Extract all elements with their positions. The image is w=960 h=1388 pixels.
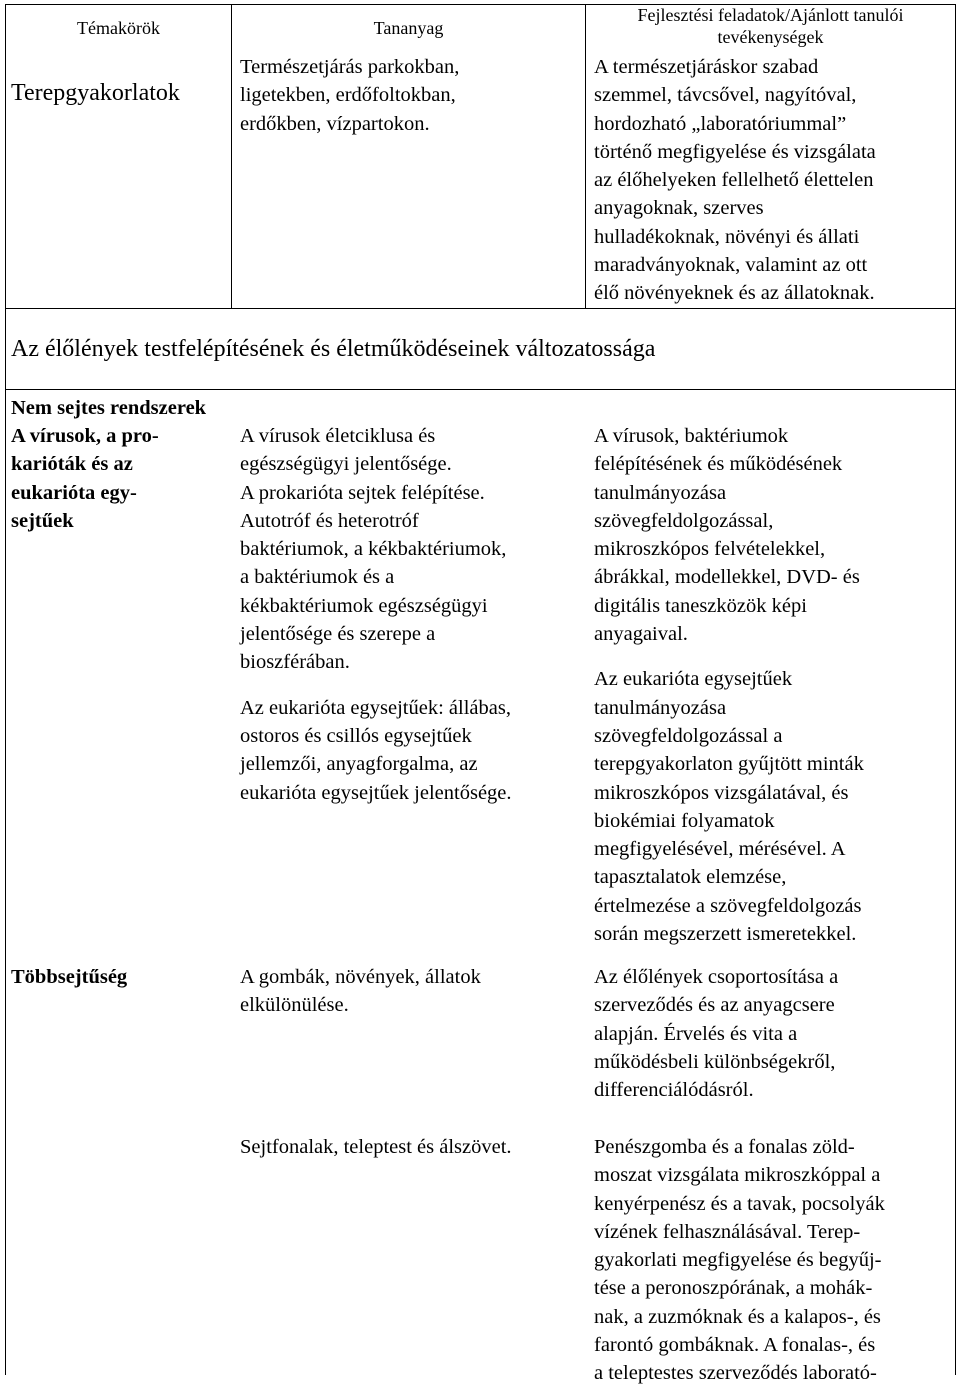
table-border-left — [5, 4, 6, 1375]
text-line: Az eukarióta egysejtűek — [594, 668, 793, 691]
tasks-unicellular — [594, 422, 864, 948]
text-line: egészségügyi jelentősége. — [240, 453, 452, 476]
text-line: terepgyakorlaton gyűjtött minták — [594, 753, 864, 776]
text-line: ábrákkal, modellekkel, DVD- és — [594, 566, 860, 589]
text-line: az élőhelyeken fellelhető élettelen — [594, 169, 874, 192]
text-line: szemmel, távcsővel, nagyítóval, — [594, 84, 857, 107]
material-field-practice — [240, 53, 459, 138]
text-line: során megszerzett ismeretekkel. — [594, 923, 857, 946]
tasks-field-practice — [594, 53, 876, 308]
text-line: Penészgomba és a fonalas zöld- — [594, 1136, 855, 1158]
text-line: A természetjáráskor szabad — [594, 56, 819, 78]
header-material: Tananyag — [373, 18, 444, 38]
text-line: értelmezése a szövegfeldolgozás — [594, 894, 862, 917]
text-line: eukarióta egy- — [11, 481, 137, 504]
column-divider — [585, 4, 586, 308]
section-title: Az élőlények testfelépítésének és életműködéseinek változatossága — [11, 336, 656, 362]
material-unicellular — [240, 422, 512, 807]
text-line: Az eukarióta egysejtűek: állábas, — [240, 696, 511, 719]
text-line: működésbeli különbségekről, — [594, 1050, 836, 1073]
tasks-filaments — [594, 1133, 885, 1388]
text-line: hulladékoknak, növényi és állati — [594, 225, 860, 248]
text-line: gyakorlati megfigyelése és begyűj- — [594, 1249, 882, 1272]
text-line: a baktériumok és a — [240, 566, 395, 589]
subsection-title: Nem sejtes rendszerek — [11, 397, 207, 419]
text-line: Sejtfonalak, teleptest és álszövet. — [240, 1136, 512, 1158]
text-line: élő növényeknek és az állatoknak. — [594, 282, 875, 305]
row-divider — [5, 308, 955, 309]
text-line: Autotróf és heterotróf — [240, 509, 419, 532]
header-tasks — [586, 4, 955, 48]
header-tasks-line: Fejlesztési feladatok/Ajánlott tanulói — [637, 5, 904, 25]
text-line: anyagaival. — [594, 623, 688, 646]
topic-unicellular — [11, 422, 159, 535]
text-line: A vírusok, baktériumok — [594, 425, 789, 447]
text-line: szerveződés és az anyagcsere — [594, 994, 835, 1017]
text-line: elkülönülése. — [240, 994, 349, 1017]
material-filaments — [240, 1133, 512, 1161]
text-line: kékbaktériumok egészségügyi — [240, 594, 488, 617]
text-line: anyagoknak, szerves — [594, 197, 764, 220]
text-line: A vírusok, a pro- — [11, 425, 159, 447]
text-line: digitális taneszközök képi — [594, 594, 807, 617]
text-line: A prokarióta sejtek felépítése. — [240, 481, 485, 504]
text-line: hordozható „laboratóriummal” — [594, 112, 847, 135]
text-line: jellemzői, anyagforgalma, az — [240, 753, 478, 776]
text-line: ligetekben, erdőfoltokban, — [240, 84, 456, 107]
text-line: szövegfeldolgozással a — [594, 724, 783, 747]
text-line: biokémiai folyamatok — [594, 809, 775, 832]
text-line: a teleptestes szerveződés laborató- — [594, 1362, 877, 1385]
text-line: megfigyelésével, mérésével. A — [594, 838, 846, 861]
text-line: kenyérpenész és a tavak, pocsolyák — [594, 1192, 885, 1215]
text-line: maradványoknak, valamint az ott — [594, 254, 868, 277]
text-line: történő megfigyelése és vizsgálata — [594, 140, 876, 163]
text-line: jelentősége és szerepe a — [240, 623, 436, 646]
topic-multicellularity: Többsejtűség — [11, 966, 128, 988]
text-line: Az élőlények csoportosítása a — [594, 966, 839, 988]
text-line: karióták és az — [11, 453, 133, 476]
text-line: erdőkben, vízpartokon. — [240, 112, 430, 135]
text-line: alapján. Érvelés és vita a — [594, 1022, 798, 1045]
text-line: ostoros és csillós egysejtűek — [240, 724, 472, 747]
text-line: differenciálódásról. — [594, 1079, 754, 1102]
text-line: eukarióta egysejtűek jelentősége. — [240, 781, 512, 804]
text-line: vízének felhasználásával. Terep- — [594, 1220, 861, 1243]
text-line: felépítésének és működésének — [594, 453, 843, 476]
text-line: tése a peronoszpórának, a mohák- — [594, 1277, 873, 1300]
text-line: nak, a zuzmóknak és a kalapos-, és — [594, 1305, 881, 1328]
text-line: bioszférában. — [240, 651, 350, 674]
text-line: tanulmányozása — [594, 481, 727, 504]
text-line: sejtűek — [11, 509, 74, 532]
text-line: tanulmányozása — [594, 696, 727, 719]
text-line: mikroszkópos vizsgálatával, és — [594, 781, 849, 804]
material-multicellularity — [240, 963, 481, 1020]
text-line: A vírusok életciklusa és — [240, 425, 436, 447]
text-line: Természetjárás parkokban, — [240, 56, 460, 78]
text-line: moszat vizsgálata mikroszkóppal a — [594, 1164, 881, 1187]
text-line: tapasztalatok elemzése, — [594, 866, 787, 889]
text-line: mikroszkópos felvételekkel, — [594, 538, 826, 561]
row-divider — [5, 389, 955, 390]
topic-field-practice: Terepgyakorlatok — [11, 80, 180, 106]
text-line: baktériumok, a kékbaktériumok, — [240, 538, 507, 561]
header-tasks-line: tevékenységek — [717, 27, 824, 47]
text-line: A gombák, növények, állatok — [240, 966, 481, 988]
table-border-right — [955, 4, 956, 1375]
text-line: farontó gombáknak. A fonalas-, és — [594, 1334, 876, 1357]
text-line: szövegfeldolgozással, — [594, 509, 774, 532]
header-topics: Témakörök — [77, 18, 160, 38]
column-divider — [231, 4, 232, 308]
tasks-multicellularity — [594, 963, 838, 1104]
